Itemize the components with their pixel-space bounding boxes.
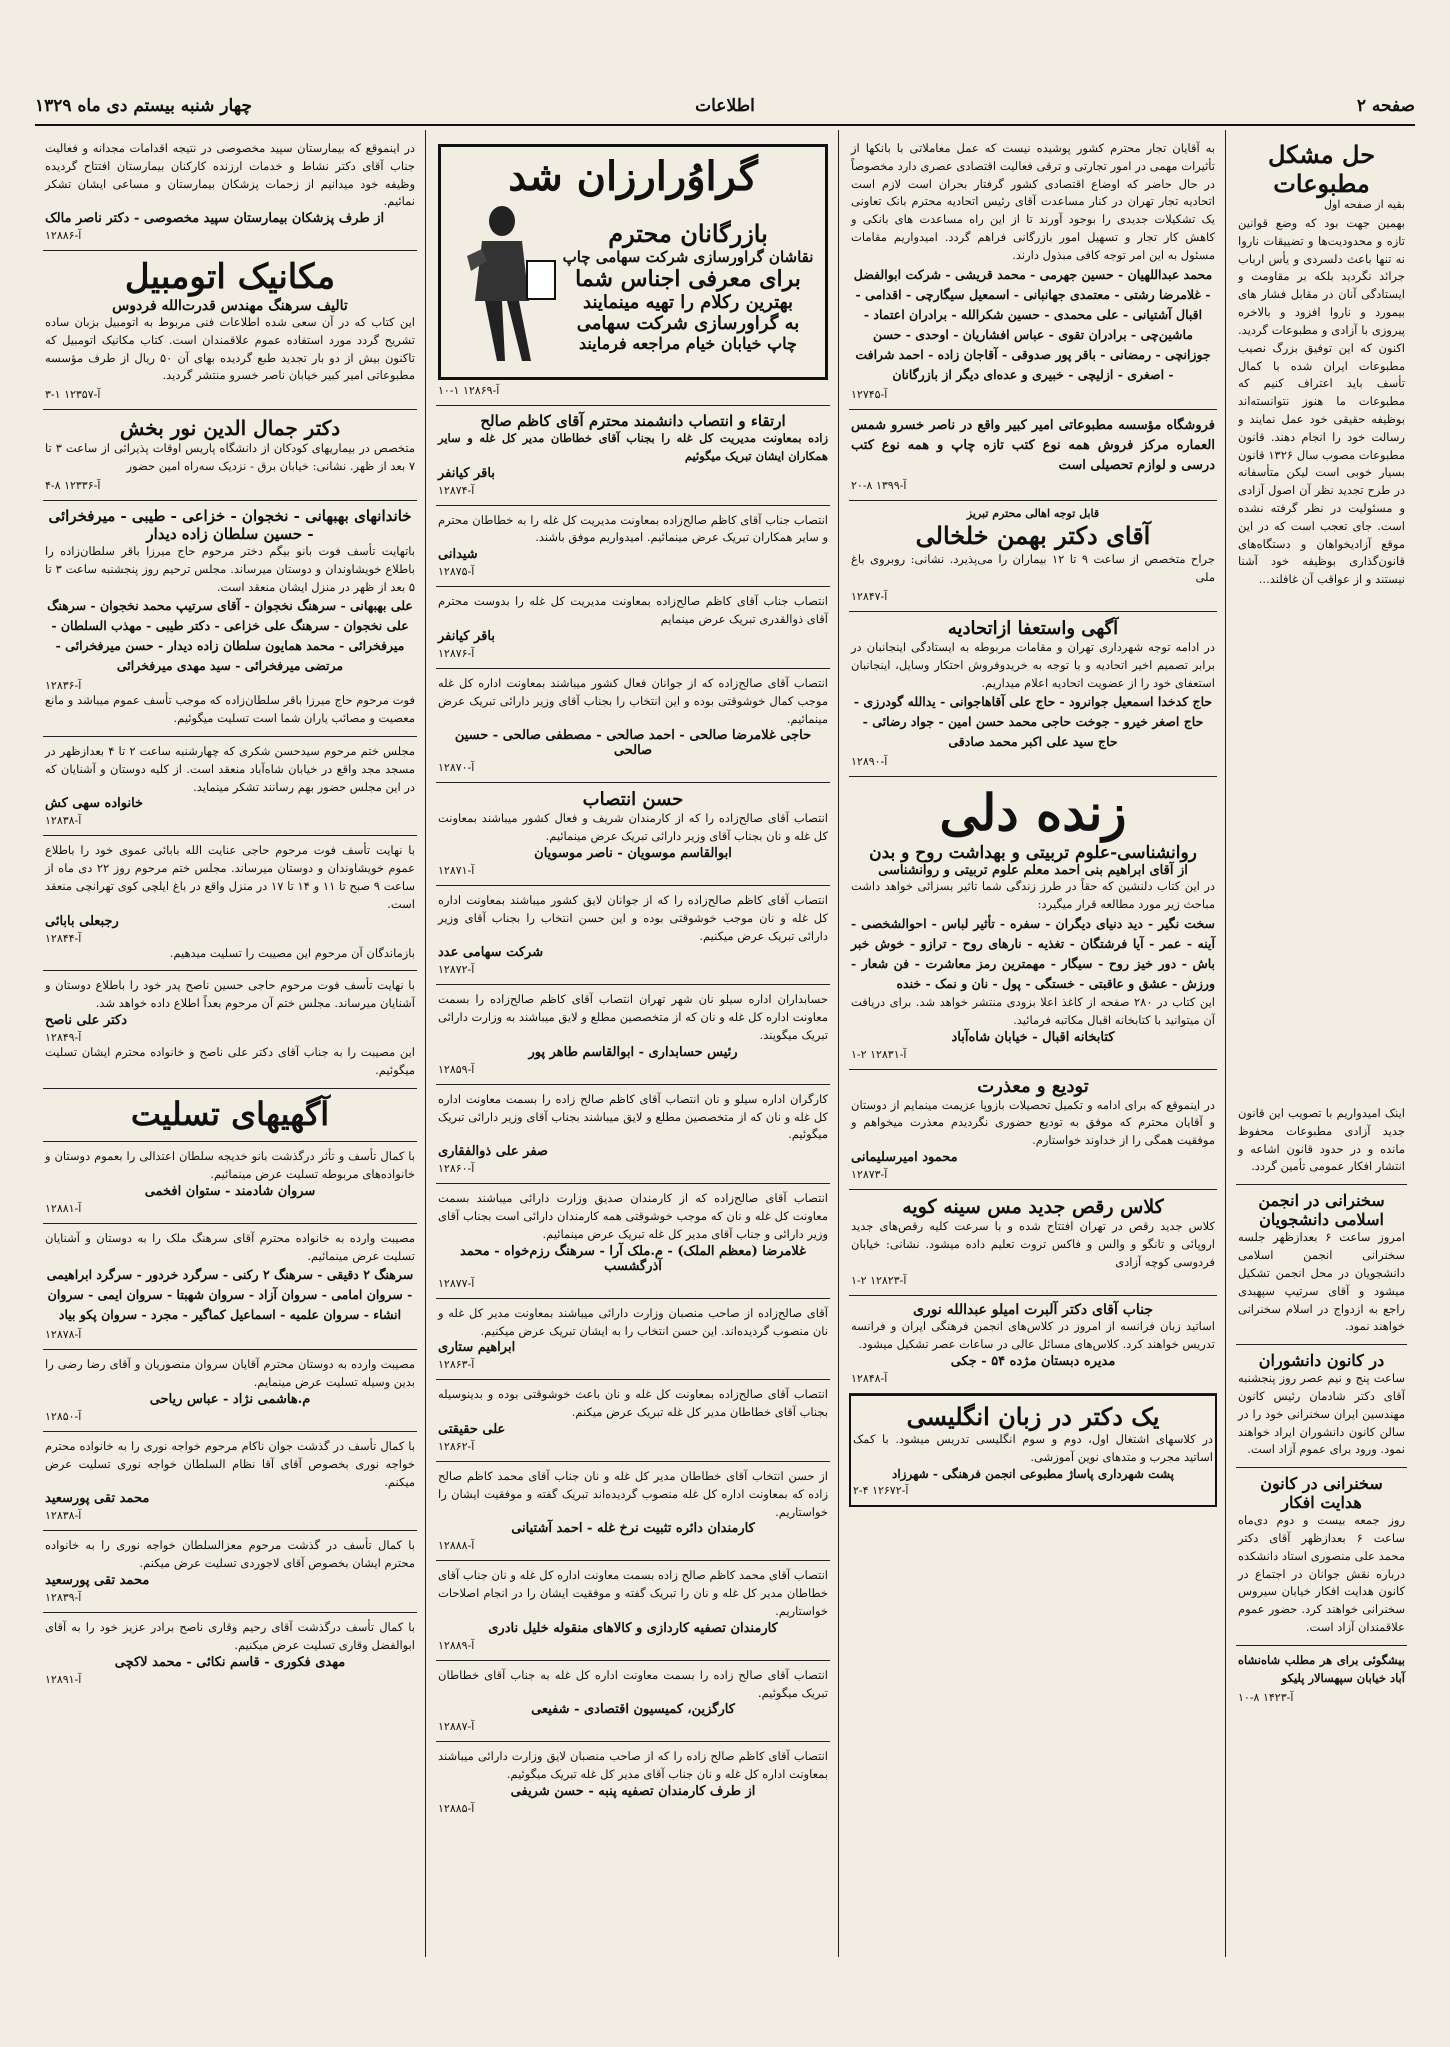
notice-body: انتصاب آقای صالح‌زاده که از کارمندان صدیق وزارت دارائی میباشند بسمت معاونت کل غله و نان که موجب خوشوقتی همه کارمندان دارائی است بجناب آقای وزیر دارائی و جناب آقای مدیر کل غله تبریک عرض مینمائیم. [438,1191,828,1241]
notice-signature: رئیس حسابداری - ابوالقاسم طاهر پور [528,1044,738,1060]
ad-code: آ-۱۲۸۸۵ [438,1802,475,1816]
lecture-title: سخنرانی در انجمن اسلامی دانشجویان [1258,1191,1385,1230]
memorial-body: مجلس ختم مرحوم سیدحسن شکری که چهارشنبه ساعت ۲ تا ۴ بعدازظهر در مسجد مجد واقع در خیابان شاه‌آباد منعقد است. از کلیه دوستان و آشنایان که در این مجلس حضور بهم رسانند تشکر مینماید. [45,743,415,794]
notice-body: انتصاب آقای محمد کاظم صالح زاده بسمت معاونت اداره کل غله و نان جناب آقای خطاطان مدیر کل غله و نان را تبریک گفته و موفقیت ایشان را در انجام اصلاحات خواستاریم. [438,1568,828,1618]
condolence-title: آگهیهای تسلیت [130,1094,330,1133]
congrats-body: زاده بمعاونت مدیریت کل غله را بجناب آقای خطاطان مدیر کل غله و سایر همکاران ایشان تبریک میگوئیم [438,431,828,463]
ad-code: آ-۱۲۸۳۶ [45,679,82,693]
ad-code: آ-۱۲۸۷۰ [438,761,475,775]
ad-code: آ-۱۲۸۴۷ [851,589,888,603]
congrats-title: ارتقاء و انتصاب دانشمند محترم آقای کاظم صالح [480,412,786,430]
ideas-body: روز جمعه بیست و دوم دی‌ماه ساعت ۶ بعدازظهر آقای دکتر محمد علی منصوری استاد دانشکده درباره نقش جوانان در اجتماع در کانون هدایت افکار خیابان سیروس سخنرانی خواهند کرد. حضور عموم علاقمندان آزاد است. [1238,1513,1405,1635]
notice-signature: شیدانی [438,547,478,563]
ad-code: آ-۱۲۸۵۹ [438,1062,475,1076]
ad-code: آ-۱۲۸۹۰ [851,755,888,769]
notice-body: انتصاب جناب آقای کاظم صالح‌زاده بمعاونت مدیریت کل غله را به خطاطان محترم و سایر همکاران تبریک عرض مینمائیم. امیدواریم موفق باشند. [438,512,828,545]
condolence-body: با کمال تأسف در گذشت مرحوم معزالسلطان خواجه نوری را به خانواده محترم ایشان بخصوص آقای لاجوردی تسلیت عرض میکنم. [45,1538,415,1571]
notice-heading: حسن انتصاب [582,789,684,811]
ad-code: آ-۱۲۸۷۱ [438,863,475,877]
ad-code: آ-۱۲۸۷۳ [851,1168,888,1182]
resign-body: در ادامه توجه شهرداری تهران و مقامات مربوطه به ایستادگی اینجانبان در برابر تصمیم اخیر اتحادیه و با توجه به خریدوفروش احتکار وسایل، اینجانبان استعفای خود را از عضویت اتحادیه اعلام میداریم. [851,639,1215,690]
notice-signature: غلامرضا (معظم الملک) - م.ملک آرا - سرهنگ رزم‌خواه - محمد آذرگشسب [460,1243,806,1274]
engraving-line2: نقاشان گراورسازی شرکت سهامی چاپ [562,248,814,266]
notice-body: انتصاب آقای کاظم صالح زاده را که از صاحب منصبان لایق وزارت دارائی میباشند بمعاونت اداره کل غله و نان جناب آقای مدیر کل غله تبریک میگوئیم. [438,1749,828,1782]
dance-title: کلاس رقص جدید مس سینه کویه [902,1196,1164,1219]
notice-body: آقای صالح‌زاده از صاحب منصبان وزارت دارائی میباشند بمعاونت مدیر کل غله و نان منصوب گردیده‌اند. این حسن انتخاب را به ایشان تبریک عرض میکنیم. [438,1305,828,1338]
english-body: در کلاسهای اشتغال اول، دوم و سوم انگلیسی تدریس میشود. با کمک اساتید مجرب و متدهای نوین آموزشی. [853,1432,1213,1464]
notice-signature: صفر علی ذوالفقاری [438,1144,548,1160]
condolence-names: سرهنگ ۲ دقیقی - سرهنگ ۲ رکنی - سرگرد خردور - سرگرد ابراهیمی - سروان امامی - سروان آزاد - سروان شهبتا - سروان ایمی - سروان انشاء - سروان علمیه - اسماعیل کماگیر - مجرد - سروان پکو بیاد [46,1267,414,1323]
page-number: صفحه ۲ [1356,96,1415,116]
farewell-signature: محمود امیرسلیمانی [851,1150,958,1166]
french-body: اساتید زبان فرانسه از امروز در کلاس‌های انجمن فرهنگی ایران و فرانسه تدریس خواهند کرد. کلاس‌های مسائل عالی در ساعات عصر تشکیل میشود. [851,1319,1215,1352]
book-topics: سخت نگیر - دید دنیای دیگران - سفره - تأثیر لباس - احوالشخصی - آینه - عمر - آیا فرشتگان - تغذیه - نارهای روح - ترازو - خوش خبر باش - دور خیز روح - سیگار - مهمترین رمز معاشرت - فن شعار - ورزش - عشق و عاقبتی - خستگی - پول - نان و نمک - خنده [851,915,1215,991]
mechanic-body: این کتاب که در آن سعی شده اطلاعات فنی مربوط به اتومبیل بزبان ساده تشریح گردد مورد استفاده عموم علاقمندان است. کتاب مکانیک اتومبیل که تاکنون بیش از دو بار تجدید طبع گردیده بهای آن ۵۰ ریال از طرف مؤسسه مطبوعاتی امیر کبیر خیابان ناصر خسرو منتشر گردید. [45,315,415,383]
condolence-signature: سروان شادمند - ستوان افخمی [144,1183,316,1199]
column-two [841,130,1225,1957]
french-title: جناب آقای دکتر آلبرت امیلو عبدالله نوری [912,1302,1154,1319]
condolence-body: با کمال تأسف و تأثر درگذشت بانو خدیجه سلطان اعتدالی را بعموم دوستان و خانواده‌های مربوطه تسلیت عرض مینمائیم. [45,1149,415,1181]
obituary-note: این مصیبت را به جناب آقای دکتر علی ناصح و خانواده محترم ایشان تسلیت میگوئیم. [45,1045,415,1077]
book-subtitle: روانشناسی-علوم تربیتی و بهداشت روح و بدن [869,843,1197,864]
obituary-body: با نهایت تأسف فوت مرحوم حاجی حسین ناصح پدر خود را باطلاع دوستان و آشنایان میرساند. مجلس ختم آن مرحوم بعداً اطلاع داده خواهد شد. [45,978,415,1011]
doctor-name: آقای دکتر بهمن خلخالی [915,521,1151,551]
ad-code: آ-۱۲۸۷۶ [438,646,475,660]
congrats-signature: باقر کیانفر [438,465,495,481]
ad-code: آ-۱۲۸۷۷ [438,1276,475,1290]
ad-code: آ-۱۲۸۷۴ [438,483,475,497]
ad-code: آ-۱۲۸۶۹ ۱-۱۰ [438,384,500,397]
notice-signature: علی حقیقتی [438,1421,506,1437]
notice-body: انتصاب آقای کاظم صالح‌زاده را که از جوانان لایق کشور میباشند بمعاونت اداره کل غله و نان موجب خوشوقتی بوده و این حسن انتخاب را بجناب آقای وزیر دارائی تبریک عرض میکنیم. [438,892,828,943]
lecture-body: امروز ساعت ۶ بعدازظهر جلسه سخنرانی انجمن اسلامی دانشجویان در محل انجمن تشکیل میشود و آقای سرتیپ سپهبدی راجع به ازدواج در اسلام سخنرانی خواهند نمود. [1238,1230,1405,1334]
ad-code: آ-۱۴۲۳ ۸-۱۰ [1238,1690,1294,1704]
thanks-signature: از طرف پزشکان بیمارستان سپید مخصوصی - دکتر ناصر مالک [45,211,385,227]
ad-code: آ-۱۲۸۸۸ [438,1539,475,1553]
book-author: از آقای ابراهیم بنی احمد معلم علوم تربیتی و روانشناسی [878,863,1188,879]
ad-code: آ-۱۲۸۳۸ [45,1509,82,1523]
engraving-line4: بهترین رکلام را تهیه مینمایند [583,292,793,313]
ad-code: آ-۱۲۸۳۱ ۲-۱ [851,1047,907,1061]
obituary-note: بازماندگان آن مرحوم این مصیبت را تسلیت میدهیم. [169,945,415,960]
ad-code: آ-۱۲۸۸۶ [45,229,82,243]
condolence-body: با کمال تأسف در گذشت جوان ناکام مرحوم خواجه نوری را به خانواده محترم خواجه نوری بخصوص آقای آقا نظام السلطان خواجه نوری تسلیت عرض میکنم. [45,1439,415,1489]
condolence-signature: محمد تقی پورسعید [45,1491,150,1507]
farewell-title: تودیع و معذرت [977,1075,1089,1097]
ideas-title: سخنرانی در کانون هدایت افکار [1260,1474,1383,1513]
condolence-body: مصیبت وارده به دوستان محترم آقایان سروان منصوریان و آقای رضا رضی را بدین وسیله تسلیت عرض مینمایم. [45,1357,415,1390]
column-rule [425,130,426,1957]
ad-code: آ-۱۲۸۶۳ [438,1358,475,1372]
book-title: زنده دلی [939,783,1127,843]
engraving-line6: چاپ خیابان خیام مراجعه فرمایند [579,334,797,353]
notice-signature: حاجی غلامرضا صالحی - احمد صالحی - مصطفی صالحی - حسین صالحی [454,728,812,759]
ad-code: آ-۱۲۸۹۱ [45,1672,82,1686]
ad-code: آ-۱۲۳۳۶ ۸-۴ [45,478,101,492]
issue-date: چهار شنبه بیستم دی ماه ۱۳۲۹ [35,96,253,116]
ad-code: آ-۱۲۸۲۳ ۲-۱ [851,1274,907,1288]
engraving-ad-title: گراوُرارزان شد [508,153,758,200]
notice-body: انتصاب آقای صالح‌زاده که از جوانان فعال کشور میباشند بمعاونت اداره کل غله موجب کمال خوشوقتی بوده و این انتخاب را بجناب آقای وزیر دارائی تبریک عرض مینمائیم. [438,675,828,726]
notice-signature: از طرف کارمندان تصفیه پنبه - حسن شریفی [510,1784,756,1800]
ad-code: آ-۱۲۳۵۷ ۱-۳ [45,388,101,402]
condolence-signature: م.هاشمی نژاد - عباس ریاحی [149,1392,311,1407]
notice-body: از حسن انتخاب آقای خطاطان مدیر کل غله و نان جناب آقای محمد کاظم صالح زاده که بمعاونت اداره کل غله منصوب گردیده‌اند تبریک گفته و موفقیت ایشان را خواستاریم. [438,1468,828,1519]
ad-code: آ-۱۳۹۹ ۸-۲۰ [851,479,907,493]
editorial-body: بهمین جهت بود که وضع قوانین تازه و محدودیت‌ها و تضییقات ناروا نه تنها باعث دلسردی و یأس ارباب جرائد نگردید بلکه بر مقاومت و ایستادگی آنان در مقابل فشار های بیمورد و ناروا افزود و بالاخره پیروزی با آزادی و مطبوعات گردید. اکنون که این توفیق بزرگ نصیب مطبوعات ایران شده با کمال تأسف باید اعتراف کنیم که مطبوعات ما هنوز نتوانسته‌اند بوظیفه حقیقی خود عمل نمایند و رسالت خود را انجام دهند. قانون مطبوعات مصوب سال ۱۳۲۶ قانون بسیار خوبی است لیکن متأسفانه در طرح تجدید نظر آن اصول آزادی و مسئولیت در نظر گرفته نشده است. جای تعجب است که در این موقع آزادیخواهان و دستگاه‌های قانون‌گذاری بوظیفه خود آشنا نیستند و از عواقب آن غافلند... [1238,216,1405,587]
farewell-body: در اینموقع که برای ادامه و تکمیل تحصیلات بازوپا عزیمت مینمایم از دوستان و آقایان محترم که موفق به تودیع حضوری نگردیدم معذرت میخواهم و موفقیت همگی را از خداوند خواستارم. [851,1097,1215,1148]
condolence-signature: محمد تقی پورسعید [45,1573,150,1589]
ad-code: آ-۱۲۷۴۵ [851,387,888,401]
column-rule [838,130,839,1957]
mechanic-title: مکانیک اتومبیل [124,257,336,298]
ad-code: آ-۱۲۸۵۰ [45,1410,82,1423]
mechanic-author: تالیف سرهنگ مهندس قدرت‌الله فردوس [112,298,348,315]
doctor2-body: متخصص در بیماریهای کودکان از دانشگاه پاریس اوقات پذیرائی از ساعت ۳ تا ۷ بعد از ظهر. نشانی: خیابان برق - نزدیک سه‌راه امین حضور [45,441,415,474]
doctor-body: جراح متخصص از ساعت ۹ تا ۱۲ بیماران را می‌پذیرد. نشانی: روبروی باغ ملی [851,552,1216,585]
column-rule [1225,130,1226,1957]
dance-body: کلاس جدید رقص در تهران افتتاح شده و با سرعت کلیه رقص‌های جدید اروپائی و تانگو و والس و فاکس تروت تعلیم داده میشود. نشانی: خیابان فردوسی کوچه آزادی [851,1219,1215,1269]
english-title: یک دکتر در زبان انگلیسی [906,1402,1160,1432]
doctor2-title: دکتر جمال الدین نور بخش [119,416,341,441]
book-publisher: کتابخانه اقبال - خیابان شاه‌آباد [951,1029,1115,1045]
obituary-signature: دکتر علی ناصح [45,1013,128,1029]
kanoon-title: در کانون دانشوران [1258,1351,1385,1371]
ad-code: آ-۱۲۸۷۲ [438,963,475,977]
editorial-tail: اینک امیدواریم با تصویب این قانون جدید آزادی مطبوعات محفوظ مانده و در حدود قانون اشاعه و انتشار افکار عمومی تأمین گردد. [1238,1106,1405,1174]
engraving-ad [438,144,828,380]
salesman-illustration [447,201,557,371]
column-editorial [1228,130,1415,1957]
ad-code: آ-۱۲۸۴۹ [45,1031,82,1045]
ad-code: آ-۱۲۸۴۸ [851,1372,888,1386]
notice-body: انتصاب آقای صالح‌زاده را که از کارمندان شریف و فعال کشور میباشند بمعاونت کل غله و نان بجناب آقای وزیر دارائی تبریک عرض مینمائیم. [438,811,828,844]
memorial-signature: خانواده سهی کش [45,796,144,812]
notice-body: انتصاب آقای صالح‌زاده بمعاونت کل غله و نان باعث خوشوقتی بوده و بدینوسیله بجناب آقای خطاطان مدیر کل غله تبریک عرض میکنم. [438,1387,828,1420]
ad-code: آ-۱۲۸۸۷ [438,1720,475,1734]
newspaper-name: اطلاعات [695,96,755,116]
french-signature: مدیره دبستان مژده ۵۴ - جکی [950,1354,1116,1370]
ad-code: آ-۱۲۶۷۲ ۴-۲ [853,1483,909,1497]
family-title: خاندانهای بهبهانی - نخجوان - خزاعی - طیبی - میرفخرائی - حسین سلطان زاده دیدار [48,506,412,543]
notice-signature: ابوالقاسم موسویان - ناصر موسویان [534,845,732,861]
doctor-note: قابل توجه اهالی محترم تبریز [966,507,1100,521]
notice-signature: کارمندان تصفیه کاردازی و کالاهای منقوله خلیل نادری [488,1620,778,1636]
column-three [428,130,838,1957]
thanks-body: در اینموقع که بیمارستان سپید مخصوصی در نتیجه اقدامات مجدانه و فعالیت جناب آقای دکتر نشاط و خدمات ارزنده کارکنان بیمارستان افتتاح گردیده وظیفه خود میدانیم از زحمات پزشکان بیمارستان و مساعی ایشان تشکر نمائیم. [45,141,415,209]
notice-body: حسابداران اداره سیلو نان شهر تهران انتصاب آقای کاظم صالح‌زاده را بسمت معاونت اداره کل غله و نان که از متخصصین مطلع و لایق میباشند به وزارت دارائی تبریک میگویند. [438,992,828,1042]
notice-body: انتصاب آقای صالح زاده را بسمت معاونت اداره کل غله به جناب آقای خطاطان تبریک میگوئیم. [438,1667,828,1700]
signatories: محمد عبداللهیان - حسین جهرمی - محمد قریشی - شرکت ابوالفضل - غلامرضا رشتی - معتمدی جهانبانی - اسمعیل سیگارچی - اقدامی - اقبال آشتیانی - علی محمدی - حسین شکرالله - برادران اعتماد - ماشین‌چی - برادران تقوی - عباس افشاریان - اوحدی - حسن جوزانچی - رمضانی - باقر پور صدوقی - آقاجان زاده - احمد شرافت - اصغری - ازلیچی - خبیری و عده‌ای دیگر از بازرگانان [853,266,1213,382]
bookstore-ad: فروشگاه مؤسسه مطبوعاتی امیر کبیر واقع در ناصر خسرو شمس العماره مرکز فروش همه نوع کتب تازه چاپ و همه نوع کتب درسی و لوازم تحصیلی است [851,417,1215,473]
condolence-body: با کمال تأسف درگذشت آقای رحیم وقاری ناصح برادر عزیز خود را به آقای ابوالفضل وقاری تسلیت عرض میکنیم. [45,1620,415,1652]
resign-names: حاج کدخدا اسمعیل جوانرود - حاج علی آقاهاجوانی - یدالله گودرزی - حاج اصغر خیرو - جوخت حاجی محمد حسن امین - جواد رضائی - حاج سید علی اکبر محمد صادقی [853,694,1213,750]
family-note: فوت مرحوم حاج میرزا باقر سلطان‌زاده که موجب تأسف عموم میباشد و مانع معصیت و مصائب یاران شما است تسلیت میگوئیم. [45,693,415,726]
editorial-title: حل مشکل مطبوعات [1267,140,1376,198]
ad-code: آ-۱۲۸۸۱ [45,1201,82,1215]
engraving-line1: بازرگانان محترم [608,219,768,248]
family-body: باتهایت تأسف فوت بانو بیگم دختر مرحوم حاج میرزا باقر سلطان‌زاده را باطلاع خویشاوندان و دوستان میرساند. مجلس ترحیم روز پنجشنبه ساعت ۳ تا ۵ بعد از ظهر در منزل ایشان منعقد است. [45,543,415,594]
ad-code: آ-۱۲۸۴۴ [45,931,82,945]
ad-code: آ-۱۲۸۷۵ [438,565,475,579]
kanoon-body: ساعت پنج و نیم عصر روز پنجشنبه آقای دکتر شادمان رئیس کانون مهندسین ایران سخنرانی خود را در سالن کانون دانشوران ایراد خواهند نمود. ورود برای عموم آزاد است. [1238,1371,1405,1457]
engraving-line5: به گراورسازی شرکت سهامی [576,313,800,334]
family-names: علی بهبهانی - سرهنگ نخجوان - آقای سرتیپ محمد نخجوان - سرهنگ علی نخجوان - سرهنگ علی خزاعی - دکتر طیبی - مهذب السلطان - میرفخرائی - محمد همایون سلطان زاده دیدار - حسن میرفخرائی - مرتضی میرفخرائی - سید مهدی میرفخرائی [47,598,413,674]
notice-body: کارگران اداره سیلو و نان انتصاب آقای کاظم صالح زاده را بسمت معاونت اداره کل غله و نان که از متخصصین مطلع و لایق میباشند بجناب آقای وزیر دارائی تبریک میگوئیم. [438,1091,828,1142]
ad-code: آ-۱۲۸۶۰ [438,1162,475,1176]
engraving-line3: برای معرفی اجناس شما [575,266,801,292]
ad-code: آ-۱۲۸۸۹ [438,1638,475,1652]
ad-code: آ-۱۲۸۷۸ [45,1328,82,1342]
condolence-body: مصیبت وارده به خانواده محترم آقای سرهنگ ملک را به دوستان و آشنایان تسلیت عرض مینمائیم. [45,1230,415,1263]
english-signature: پشت شهرداری پاساژ مطبوعی انجمن فرهنگی - شهرزاد [892,1466,1174,1481]
column-four [35,130,425,1957]
article-body: به آقایان تجار محترم کشور پوشیده نیست که عمل معاملاتی با بانکها از تأثیرات مهمی در امور تجارتی و ترقی فعالیت اقتصادی عصری دارد مخصوصاً در حال حاضر که اوضاع اقتصادی کشور گرفتار بحران است لازم است اتحادیه تجار تهران در کنار مساعدت آقای رئیس اتحادیه محترم بانک تعاونی یک تشکیلات جدیدی را بوجود آورند تا از این راه مساعدت های بانکی و کاهش کار تجار و تسهیل امور بازرگانی فراهم گردد. امیدواریم مقامات مسئول به این امر توجه کافی مبذول دارند. [851,141,1215,262]
resign-title: آگهی واستعفا ازاتحادیه [947,617,1119,639]
page-header [35,88,1415,126]
notice-signature: کارگزین، کمیسیون اقتصادی - شفیعی [531,1702,735,1718]
condolence-signature: مهدی فکوری - قاسم نکائی - محمد لاکچی [114,1654,346,1670]
book-note: این کتاب در ۲۸۰ صفحه از کاغذ اعلا بزودی منتشر خواهد شد. برای دریافت آن میتوانید با کتابخانه اقبال مکاتبه فرمائید. [851,994,1215,1027]
notice-signature: باقر کیانفر [438,628,495,644]
ad-code: آ-۱۲۸۶۲ [438,1439,475,1453]
obituary-body: با نهایت تأسف فوت مرحوم حاجی عنایت الله بابائی عموی خود را باطلاع عموم خویشاوندان و دوستان میرساند. مجلس ختم مرحوم روز ۲۲ دی ماه از ساعت ۹ صبح تا ۱۱ و ۱۴ تا ۱۷ در منزل واقع در باغ ایلچی کوی تهرانچی منعقد است. [45,843,416,911]
ad-code: آ-۱۲۸۳۸ [45,814,82,828]
notice-signature: ابراهیم ستاری [438,1340,516,1356]
notice-signature: کارمندان دائره تثبیت نرخ غله - احمد آشتیانی [511,1521,755,1537]
notice-signature: شرکت سهامی عدد [438,945,544,961]
notice-body: انتصاب جناب آقای کاظم صالح‌زاده بمعاونت مدیریت کل غله را بدوست محترم آقای ذوالقدری تبریک عرض مینمایم [438,594,828,627]
ad-code: آ-۱۲۸۳۹ [45,1591,82,1605]
bottom-text: بیشگوئی برای هر مطلب شاه‌نشاه آباد خیابان سپهسالار پلیکو [1238,1652,1405,1685]
obituary-signature: رجبعلی بابائی [45,913,119,929]
editorial-subtitle: بقیه از صفحه اول [1324,198,1405,211]
book-intro: در این کتاب دلنشین که حقاً در طرز زندگی شما تاثیر بسزائی خواهد داشت مباحث زیر مورد مطالعه قرار میگیرد: [851,879,1215,912]
